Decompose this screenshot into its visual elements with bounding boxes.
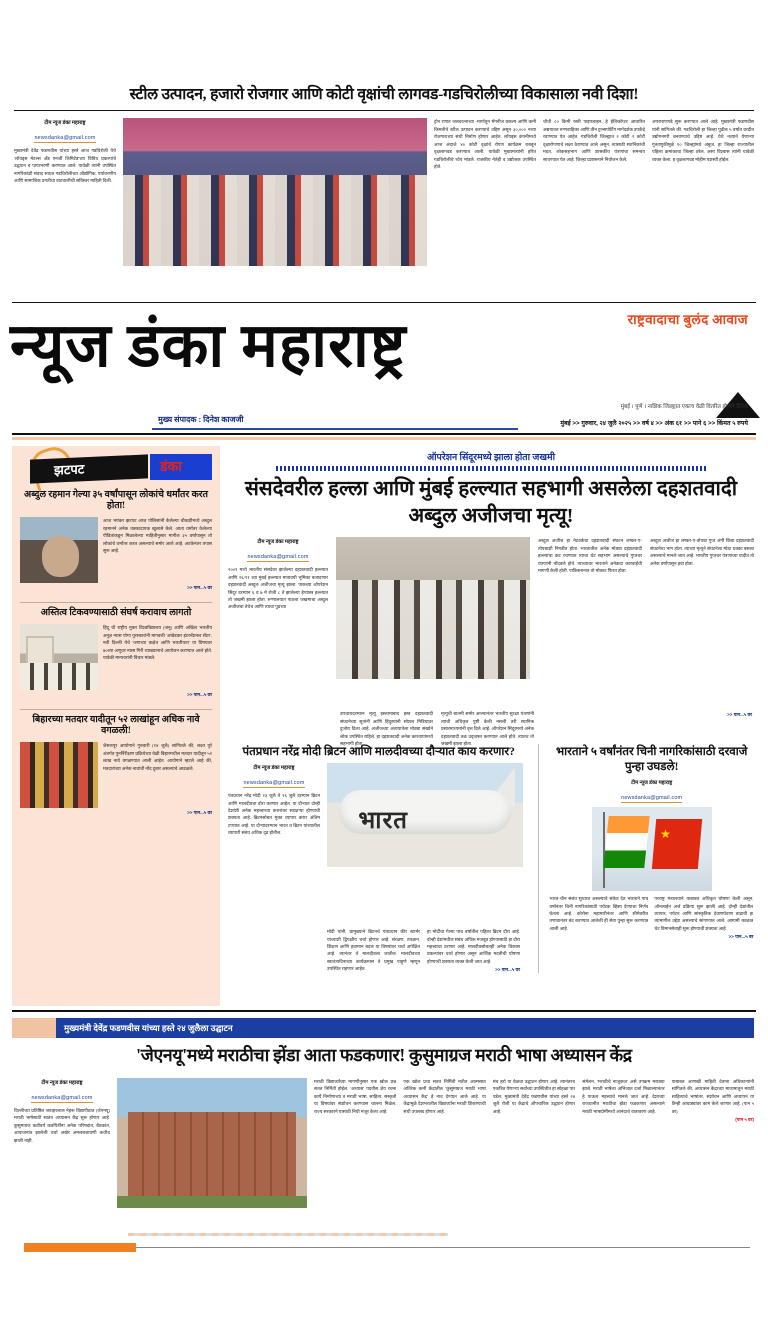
masthead-subtitle: मुंबई । पुणे । नाशिक जिल्ह्यात एकाच वेळी वितरित होणारे दैनिक <box>620 404 748 410</box>
mid-story-a-col-2 <box>327 928 420 973</box>
top-story-col-4 <box>652 118 754 266</box>
bottom-story-text-6: याबाबत आणखी माहिती देताना अधिकाऱ्यांनी सांगितले की, अध्यासन केंद्राच्या माध्यमातून मराठी साहित्याचे भाषांतर, संशोधन आणि अध्यापन या तिन्ही आघाड्यांवर काम केले जाणार आहे. (पान ५ वर) <box>671 1079 755 1114</box>
top-story-photo <box>123 118 427 266</box>
mid-b-byline-email: newsdanka@gmail.com <box>621 795 683 802</box>
mid-story-a-col-3 <box>427 928 520 973</box>
bottom-story-jump[interactable]: (पान ५ वर) <box>735 1117 755 1123</box>
bottom-story-text-2: मराठी विद्यार्थ्यांच्या मागणीनुसार एक खोल प्रश्न सतत निर्मिती होईल. 'अध्यास' पदवीस ज्ञेय रचना कार्ये निर्माणाच्या व मराठी भाषा, साहित्य, संस्कृती या विषयांवर संशोधन करण्यास चालना मिळेल. राज्य सरकारने यासाठी निधी मंजूर केला आहे. <box>314 1079 397 1114</box>
sidebar-headline-1: अब्दुल रहमान गेल्या ३५ वर्षांपासून लोकांचे धर्मांतर करत होता! <box>24 490 208 512</box>
mid-story-b-col-1 <box>549 895 648 940</box>
sidebar-item-2 <box>12 608 220 704</box>
top-story-col-1 <box>14 118 116 266</box>
sidebar-badge-left-label: झटपट <box>54 461 85 478</box>
lead-story-body <box>228 537 754 705</box>
lead-story-right-cols <box>538 537 754 705</box>
bottom-story-col-5 <box>582 1078 664 1208</box>
lead-story-text-5: मृत्यूची बातमी समोर आल्यानंतर भारतीय सुरक्षा यंत्रणांनी त्याची अधिकृत पुष्टी केली नसली तरी स्थानिक प्रसारमाध्यमांनी वृत्त दिले आहे. ऑपरेशन सिंदूरमध्ये अनेक दहशतवादी तळ उद्ध्वस्त करण्यात आले होते. त्यातच तो जखमी झाला होता. <box>441 711 534 747</box>
lead-story-text-1: २००१ मध्ये भारतीय संसदेवर झालेल्या दहशतवादी हल्ल्यात आणि २६/११ च्या मुंबई हल्ल्यात मात्रावयी भूमिका बजावणार दहशतवादी अब्दुल अजीजचा मृत्यू झाला. पाकच्या ऑपरेशन सिंदूर दरम्यान ६ व ७ मे रोजी ८ ते झालेल्या हेप्यास्त्र हल्ल्यात तो जखमी झाला होता. रुग्णालयात पाठला जखमाचा अब्दुल अजीजचा तेथेच आणि त्याचा पुढच्या <box>228 567 328 610</box>
mid-stories <box>228 744 754 973</box>
lead-story-col-2b <box>441 710 534 747</box>
masthead-rule-bottom <box>12 433 756 435</box>
masthead-tagline: राष्ट्रवादाचा बुलंद आवाज <box>627 312 748 327</box>
mid-story-b-text-1: भारत-चीन संबंध सुधारत असल्याचे संकेत देत भारताने पाच वर्षांनंतर चिनी नागरिकांसाठी पर्यटक व्हिसा देण्याचा निर्णय घेतला आहे. कोरोना महामारीनंतर आणि सीमेवरील तणावानंतर बंद करण्यात आलेली ही सेवा पुन्हा सुरू करण्यात आली आहे. <box>549 896 649 931</box>
mid-story-china <box>549 744 754 973</box>
sidebar-headline-2: अस्तित्व टिकवण्यासाठी संघर्ष करावाच लागतो <box>40 608 192 619</box>
lead-story <box>228 450 754 747</box>
lead-story-headline: संसदेवरील हल्ला आणि मुंबई हल्ल्यात सहभागी असलेला दहशतवादी अब्दुल अजीजचा मृत्यू! <box>244 478 738 527</box>
sidebar-divider-1 <box>20 602 212 603</box>
bottom-story-col-3 <box>403 1078 485 1208</box>
sidebar-flow-3 <box>20 742 212 808</box>
sidebar-text-3: जैसलपूर आयोगाने गुरुवारी (२४ जुलै) सांगितले की, लक्ष्य पुरे अंतर्गत पुनर्निरीक्षण प्रक्रियेच्या वेळी बिहारमधील मतदार यादीतून ५२ लाख नावे वगळण्यात आली आहेत. आयोगाने म्हटले आहे की, मतदारांच्या अनेक नावांची नोंद दुबार असल्याचे आढळले. <box>103 743 212 771</box>
bottom-banner-swatch <box>12 1018 56 1038</box>
masthead-rule-bottom-accent <box>12 437 756 440</box>
lead-story-photo <box>336 537 530 679</box>
lead-story-col-3 <box>538 537 642 705</box>
bottom-story-col-1 <box>14 1078 110 1208</box>
bottom-section-rule <box>12 1010 756 1012</box>
mid-b-byline <box>549 778 754 804</box>
lead-byline-email: newsdanka@gmail.com <box>247 554 309 561</box>
india-flag-icon <box>603 816 649 868</box>
sidebar-badge-black-box <box>30 454 148 483</box>
sidebar-photo-3 <box>20 742 98 808</box>
sidebar-jump-2[interactable]: >> पान...५ वर <box>187 692 212 698</box>
top-story-text-1: मुख्यमंत्री देवेंद्र फडणवीस यांच्या हस्ते आज गडचिरोली येथे 'लॉयड्स मेटल्स अँड एनर्जी लिमिटेड'च्या विविध प्रकल्पांचे उद्घाटन व पायाभरणी करण्यात आले. यावेळी त्यांनी उपस्थित नागरिकांशी संवाद साधत गडचिरोलीच्या औद्योगिक, पर्यावरणीय आणि सामाजिक प्रगतीचा वाटचालीची सविस्तर माहिती दिली. <box>14 148 116 184</box>
bottom-banner-label: मुख्यमंत्री देवेंद्र फडणवीस यांच्या हस्ते २४ जुलैला उद्घाटन <box>64 1023 233 1033</box>
top-story-columns <box>14 118 754 266</box>
mid-story-b-jump[interactable]: >> पान...५ वर <box>728 934 754 940</box>
lead-story-text-4: अब्दुल अजीज हा लष्कर-ए-तोयबा गुप्त अंगी किंवा दहशतवादी संघटनेचा भाग होता. त्याच्या मृत्यूने संघटनेला मोठा धक्का बसला असल्याचे मानले जात आहे. भारतीय गुप्तचर यंत्रणांच्या यादीत तो अनेक वर्षांपासून हवा होता. <box>650 538 754 566</box>
sidebar-item-3 <box>12 715 220 822</box>
lead-byline <box>228 537 328 563</box>
bottom-story-headline: 'जेएनयू'मध्ये मराठीचा झेंडा आता फडकणार! कुसुमाग्रज मराठी भाषा अध्यासन केंद्र <box>136 1045 632 1065</box>
masthead-editor-rule <box>152 428 518 430</box>
bottom-byline-email: newsdanka@gmail.com <box>31 1095 93 1101</box>
masthead-rule-top <box>12 302 756 303</box>
bottom-story-text-5: संमेलन, 'मराठीचे नाजूकज' असे उपक्रम मराठ्या झाले. मराठी भाषेला अभिजात दर्जा मिळाल्यानंतर हे पाऊल महत्त्वाचे मानले जात आहे. देशाच्या राजधानीत मराठीचा झेंडा फडकणार असल्याने मराठी भाषाप्रेमींमध्ये आनंदाचे वातावरण आहे. <box>582 1079 665 1114</box>
lead-story-col-2a <box>340 710 433 747</box>
mid-story-a-text-2: मोदी यांनी, प्रामुख्याने ब्रिटनचे पंतप्रधान कीर स्टार्मर यांच्याशी द्विपक्षीय चर्चा होणार आहे. संरक्षण, तंत्रज्ञान, शिक्षण आणि हवामान बदल या विषयांवर चर्चा अपेक्षित आहे. त्यानंतर ते मालदीवला जातील. मालदीवच्या स्वातंत्र्यदिनाच्या कार्यक्रमास ते प्रमुख पाहुणे म्हणून उपस्थित राहणार आहेत. <box>327 929 420 972</box>
sidebar-jump-1[interactable]: >> पान...५ वर <box>187 585 212 591</box>
bottom-orange-bar <box>24 1243 136 1252</box>
mid-story-a-text-1: पंतप्रधान नरेंद्र मोदी २३ जुलै ते २६ जुलै दरम्यान ब्रिटन आणि मालदीवचा दौरा करणार आहेत. या दौऱ्यात दोन्ही देशांशी अनेक महत्त्वाच्या करारांवर स्वाक्षऱ्या होण्याची शक्यता आहे. ब्रिटनसोबत मुक्त व्यापार करार अंतिम टप्प्यात आहे. या दौऱ्यादरम्यान भारत व ब्रिटन यांच्यातील व्यापारी संबंध अधिक दृढ होतील. <box>228 793 320 836</box>
mid-a-byline-name: टीम न्यूज डंका महाराष्ट्र <box>253 765 295 772</box>
lead-story-text-3: अब्दुल अजीज हा नेटवर्कचा दहशतवादी संघटन लष्कर-ए-तोयबाशी निगडीत होता. भारतातील अनेक मोठ्या दहशतवादी हल्ल्यांचा कट रचण्यात त्याचा थेट सहभाग असल्याचे गुप्तचर यंत्रणांनी नोंदवले होते. त्याच्यावर भारताने अनेकदा कारवाईची मागणी केली होती. पाकिस्तानात तो मोकाट फिरत होता. <box>538 538 642 574</box>
lead-story-under-photo <box>228 710 754 747</box>
lead-story-col-4 <box>650 537 754 705</box>
sidebar-zhatpat-danka <box>12 446 220 1006</box>
sidebar-flow-2 <box>20 624 212 690</box>
mid-story-b-text-2: परराष्ट्र मंत्रालयाने याबाबत अधिकृत घोषणा केली असून, ऑनलाईन अर्ज प्रक्रिया सुरू झाली आहे. दोन्ही देशांतील व्यापार, पर्यटन आणि सांस्कृतिक देवाणघेवाण वाढावी हा त्यामागील उद्देश असल्याचे सांगण्यात आले. आगामी काळात थेट विमानसेवाही सुरू होण्याची शक्यता आहे. <box>654 896 754 931</box>
top-story-text-4: अपराराणगडे सुरू करण्यात आले आहे. मुख्यमंत्री फडणवीस यांनी सांगितले की, गडचिरोली हा जिल्हा पुढील ५ वर्षांत वरदीत उद्योगनगरी बनवण्याचे उद्दिष्ट आहे. येथे नव्याने येणाऱ्या गुंतवणुकीमुळे १० जिल्ह्यांमधे अंबुज, हा जिल्हा राज्यातील पहिला क्रमांकाचा जिल्हा ठरेल, असा विश्वास त्यांनी यावेळी व्यक्त केला. ह वृक्षलागवड मोहीम यशस्वी होईल. <box>652 119 755 162</box>
mid-story-a-text-3: हा मोदींचा गेल्या पाच वर्षांतील पहिला ब्रिटन दौरा आहे. दोन्ही देशांमधील संबंध अधिक मजबूत होण्यासाठी हा दौरा महत्त्वाचा ठरणार आहे. मालदीवसोबतही अनेक विकास प्रकल्पांवर चर्चा होणार असून आर्थिक मदतीची घोषणा होण्याची शक्यता व्यक्त केली जात आहे. <box>427 929 520 964</box>
photo-building <box>128 1112 295 1198</box>
mid-a-byline-email: newsdanka@gmail.com <box>243 780 305 787</box>
top-story-headline: स्टील उत्पादन, हजारो रोजगार आणि कोटी वृक्षांची लागवड-गडचिरोलीच्या विकासाला नवी दिशा! <box>14 86 754 111</box>
lead-story-dot-rule <box>276 466 706 471</box>
lead-story-jump[interactable]: >> पान...५ वर <box>727 712 752 718</box>
mid-story-a-headline: पंतप्रधान नरेंद्र मोदी ब्रिटन आणि मालदीवच्या दौऱ्यात काय करणार? <box>242 745 515 758</box>
bottom-story-text-3: एक खोल प्रथा सतत निर्मिती मतीत आत्मसात अतिरेक कमी केंद्रातील 'कुसुमाग्रज मराठी भाषा अध्यासन केंद्र' हे नाव देण्यात आले आहे. या केंद्रामुळे देशभरातील विद्यार्थ्यांना मराठी शिकण्याची संधी उपलब्ध होणार आहे. <box>403 1079 486 1114</box>
mid-story-a-col-1 <box>228 763 320 924</box>
mid-a-byline <box>228 763 320 789</box>
china-star-icon: ★ <box>660 827 671 842</box>
lead-story-text-2: उपचारादरम्यान मृत्यू इस्लामाबाद इस्त दहशतवादी संघटनेच्या सूत्रांनी आणि हिंदुस्थानी सोशल मिडियावर दुजोरा दिला आहे. अजीजच्या अंत्ययात्रेला मोठ्या संख्येने लोक उपस्थित राहिले. हा दहशतवादी अनेक कारवायांमध्ये सहभागी होता. <box>340 711 433 747</box>
sidebar-jump-3[interactable]: >> पान...५ वर <box>187 810 212 816</box>
bottom-story-col-2 <box>314 1078 396 1208</box>
bottom-byline <box>14 1078 110 1104</box>
mid-story-b-col-2 <box>654 895 753 940</box>
bottom-story-text-1: दिल्लीच्या प्रतिष्ठित जवाहरलाल नेहरू विद्यापीठात (जेएनयू) मराठी भाषेसाठी स्वतंत्र अध्यासन केंद्र सुरू होणार आहे. कुसुमाग्रज कवीवर्य कवयित्रींना अनेक परिषदांत, बैठकांत, आयाजनांत झालेली चर्चा अखेर अमलबजावणी कधीच झाली नाही. <box>14 1108 110 1143</box>
mid-story-modi <box>228 744 539 973</box>
mid-story-b-headline: भारताने ५ वर्षांनंतर चिनी नागरिकांसाठी दरवाजे पुन्हा उघडले! <box>556 745 748 774</box>
lead-story-col-1 <box>228 537 328 705</box>
photo-room-figures <box>336 580 530 679</box>
bottom-story-text-4: मंच हरो या वेळचा उद्घाटन होणार आहे. त्यानंतरच एकत्रित येणाऱ्या सर्वांच्या उपस्थितीत हा सोहळा पार पडेल. मुख्यमंत्री देवेंद्र फडणवीस यांच्या हस्ते २४ जुलै रोजी या केंद्राचे औपचारिक उद्घाटन होणार आहे. <box>492 1079 576 1114</box>
mid-b-byline-name: टीम न्यूज डंका महाराष्ट्र <box>631 780 673 787</box>
sidebar-photo-1 <box>20 517 98 583</box>
sidebar-flow-1 <box>20 517 212 583</box>
lead-under-spacer <box>228 710 332 747</box>
masthead-editor: मुख्य संपादक : दिनेश काजजी <box>158 415 244 424</box>
mid-story-a-spacer <box>228 928 320 973</box>
bottom-story-body <box>14 1078 754 1208</box>
photo-people-figures <box>123 175 427 267</box>
sidebar-badge-right-label: डंका <box>160 460 182 475</box>
sidebar-headline-3: बिहारच्या मतदार यादीतून ५२ लाखांहून अधिक नावे वगळली! <box>32 715 200 737</box>
bottom-story-photo <box>117 1078 307 1208</box>
sidebar-divider-2 <box>20 709 212 710</box>
top-story-text-2: ट्रोन रणात जलदरत्नाच्या -मार्गातून मॅगनीज प्रकल्प आणि कमी किमतीचे स्टील उत्पादन करण्याचे उद्दिष्ट असून ३०,००० नव्या रोजगाराच्या संधी निर्माण होणार आहेत. लॉयड्स कंपनीमध्ये आज अंदाजे ४० कोटी वृक्षांचे रोपण कार्यक्रम राबवून वृक्षलागवड करण्यात आली. यावेळी मुख्यमंत्र्यांनी हरित गडचिरोलीचे ध्येय मांडले. राजकीय नेतेही व उद्योजक उपस्थित होते. <box>434 119 537 170</box>
sidebar-photo-2 <box>20 624 98 690</box>
bottom-story-col-6 <box>672 1078 754 1208</box>
byline-email: newsdanka@gmail.com <box>34 135 96 142</box>
mid-story-a-photo-text: भारत <box>358 807 408 834</box>
masthead-title: न्यूज डंका महाराष्ट्र <box>10 313 407 380</box>
mid-story-a-photo <box>327 763 523 867</box>
sidebar-item-1 <box>12 490 220 597</box>
bottom-dashed-rule <box>128 1233 448 1236</box>
top-story-col-2 <box>434 118 536 266</box>
byline-name: टीम न्यूज डंका महाराष्ट्र <box>44 120 86 127</box>
top-story <box>14 86 754 266</box>
lead-story-kicker: ऑपरेशन सिंदूरमध्ये झाला होता जखमी <box>426 453 556 463</box>
mid-story-b-photo <box>592 807 712 891</box>
bottom-story-col-4 <box>493 1078 575 1208</box>
mid-story-a-jump[interactable]: >> पान...५ वर <box>495 967 520 973</box>
top-story-text-3: चौथी ८० किमी रस्ती पाइपलाइन, हे हेलिकॉप्टर आधारित अद्ययावत रुग्णवाहिका आणि तीन ट्रान्सपोर्टिंग मार्गदर्शक उपकेंद्रे रवाण्यात येत आहेत. गडचिरोली जिल्ह्यात २ कोटी १ कोटी वृक्षारोपणाचे लक्ष्य ठेवण्यात आले असून, त्यासाठी स्थानिकांची मदत, लोकसहभाग आणि शासकीय यंत्रणांचा समन्वय साधण्यात येत आहे. जिल्हा प्रशासनाने नियोजन केले. <box>543 119 646 162</box>
lead-byline-name: टीम न्यूज डंका महाराष्ट्र <box>257 539 299 546</box>
photo-grass <box>117 1196 307 1208</box>
sidebar-text-1: आज भयंकर झटपट आज पोलिसांनी केलेल्या चौकशीमध्ये अब्दुल रहमानने अनेक धक्कादायक खुलासे केले. आता धर्मांतर केलेल्या पीडितांकडून मिळालेल्या माहितीनुसार मागील ३५ वर्षांपासून तो लोकांचे धर्मांतर करत असल्याचे समोर आले आहे. अटकेनंतर तपास सुरू आहे. <box>103 518 212 553</box>
lead-story-jump-wrap <box>542 710 752 747</box>
sidebar-badge <box>12 446 220 486</box>
masthead <box>0 300 768 440</box>
bottom-thin-rule <box>136 1247 750 1248</box>
top-story-col-3 <box>543 118 645 266</box>
byline <box>14 118 116 144</box>
sidebar-text-2: हिंदू ची राष्ट्रीय मुक्त विश्वविद्यालय (जनू) आणि अखिल भारतीय अनुज्ञ न्यास योग्य पुरस्कारांनी मागवली 'आंबेडकर इंटरनॅशनल सेंटर', नवी दिल्ली येथे 'जगाच्या कक्षेत आणि भारतीयता' या विषयवर ७०व्या अणुवर न्यास गिरी व्याख्यानाचे आयोजन करण्यात आले होते. यावेळी मान्यवरांनी विचार मांडले. <box>103 625 212 661</box>
bottom-byline-name: टीम न्यूज डंका महाराष्ट्र <box>41 1080 83 1086</box>
masthead-dateline: मुंबई >> गुरुवार, २४ जुलै २०२५ >> वर्ष ४ >> अंक ६१ >> पाने ६ >> किंमत ५ रुपये <box>560 420 748 427</box>
